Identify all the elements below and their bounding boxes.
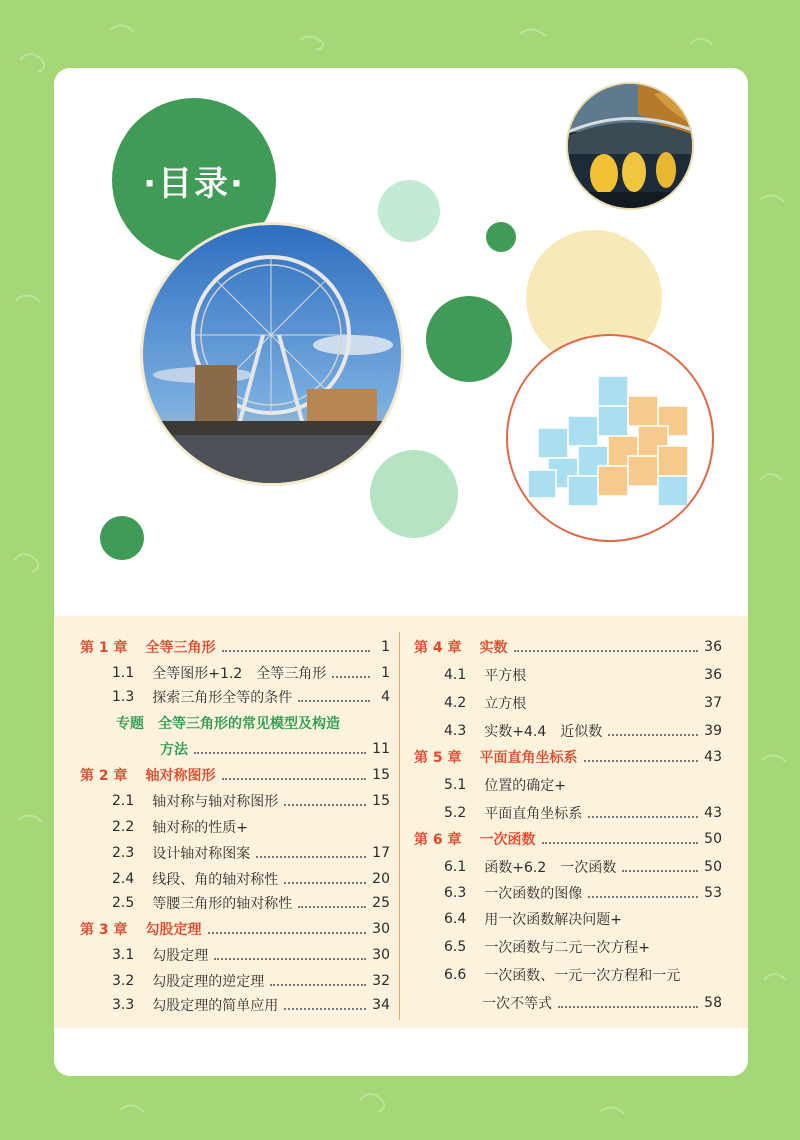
leader-dots	[284, 874, 366, 884]
section-number: 4.1	[444, 667, 467, 683]
section-number: 5.2	[444, 805, 467, 821]
section-number: 2.5	[112, 895, 135, 911]
section-title: 勾股定理的简单应用	[152, 998, 279, 1014]
decor-circle-dark-green-tiny	[486, 222, 516, 252]
section-title: 一次函数、一元一次方程和一元	[484, 968, 681, 984]
toc-section-6-1[interactable]	[444, 854, 722, 880]
section-title: 勾股定理的逆定理	[152, 974, 265, 990]
chapter-number: 第 5 章	[414, 750, 462, 766]
chapter-number: 第 1 章	[80, 640, 128, 656]
page-number: 36	[704, 639, 722, 655]
toc-section-4-2[interactable]	[444, 690, 722, 716]
toc-chapter-5[interactable]	[414, 744, 722, 770]
page-number: 17	[372, 845, 390, 861]
page-number: 43	[704, 749, 722, 765]
leader-dots	[194, 744, 366, 754]
page-number: 1	[381, 639, 390, 655]
decor-circle-mint-top	[378, 180, 440, 242]
page-title: ·目录·	[143, 163, 245, 204]
section-title: 一次函数的图像	[484, 886, 583, 902]
section-title: 线段、角的轴对称性	[152, 872, 279, 888]
section-title: 立方根	[484, 696, 527, 712]
leader-dots	[208, 924, 367, 934]
toc-section-6-5[interactable]	[444, 934, 722, 960]
leader-dots	[270, 976, 366, 986]
toc-chapter-2[interactable]	[80, 762, 390, 788]
toc-section-5-1[interactable]	[444, 772, 722, 798]
leader-dots	[588, 808, 698, 818]
leader-dots	[298, 692, 370, 702]
toc-topic-continued[interactable]	[160, 736, 390, 762]
toc-section-3-2[interactable]	[112, 968, 390, 994]
page-number: 15	[372, 793, 390, 809]
decor-circle-dark-green-small	[100, 516, 144, 560]
toc-section-1-1[interactable]	[112, 660, 390, 686]
chapter-title: 实数	[479, 640, 508, 656]
leader-dots	[514, 642, 699, 652]
toc-section-6-3[interactable]	[444, 880, 722, 906]
section-title: 轴对称的性质+	[152, 820, 248, 836]
section-number: 2.4	[112, 871, 135, 887]
section-title: 位置的确定+	[484, 778, 566, 794]
section-title: 函数+6.2 一次函数	[484, 860, 617, 876]
leader-dots	[588, 888, 698, 898]
page-number: 58	[704, 995, 722, 1011]
toc-section-5-2[interactable]	[444, 800, 722, 826]
column-divider	[399, 632, 400, 1020]
leader-dots	[284, 796, 366, 806]
leader-dots	[222, 642, 371, 652]
section-number: 2.2	[112, 819, 135, 835]
toc-section-1-3[interactable]	[112, 684, 390, 710]
chapter-number: 第 6 章	[414, 832, 462, 848]
toc-chapter-1[interactable]	[80, 634, 390, 660]
toc-section-4-3[interactable]	[444, 718, 722, 744]
chapter-title: 一次函数	[479, 832, 536, 848]
section-title: 一次函数与二元一次方程+	[484, 940, 650, 956]
leader-dots	[298, 898, 366, 908]
section-number: 6.3	[444, 885, 467, 901]
section-number: 4.2	[444, 695, 467, 711]
topic-title: 全等三角形的常见模型及构造	[158, 716, 340, 732]
toc-section-2-3[interactable]	[112, 840, 390, 866]
toc-section-2-5[interactable]	[112, 890, 390, 916]
section-number: 3.3	[112, 997, 135, 1013]
toc-section-3-3[interactable]	[112, 992, 390, 1018]
topic-title-continued: 方法	[160, 742, 188, 758]
leader-dots	[532, 698, 698, 708]
section-number: 3.2	[112, 973, 135, 989]
page-number: 32	[372, 973, 390, 989]
topic-label: 专题	[116, 716, 144, 732]
page-number: 43	[704, 805, 722, 821]
decor-circle-mint-bottom	[370, 450, 458, 538]
section-number: 6.5	[444, 939, 467, 955]
page-number: 34	[372, 997, 390, 1013]
chapter-title: 轴对称图形	[145, 768, 216, 784]
section-title: 实数+4.4 近似数	[484, 724, 603, 740]
section-title: 用一次函数解决问题+	[484, 912, 622, 928]
page-number: 30	[372, 921, 390, 937]
section-number: 6.1	[444, 859, 467, 875]
page-number: 20	[372, 871, 390, 887]
page-number: 1	[381, 665, 390, 681]
section-number: 4.3	[444, 723, 467, 739]
cube-stack-illustration	[506, 334, 714, 542]
section-number: 1.1	[112, 665, 135, 681]
page-number: 39	[704, 723, 722, 739]
chapter-title: 平面直角坐标系	[479, 750, 578, 766]
section-number: 5.1	[444, 777, 467, 793]
section-title: 勾股定理	[152, 948, 209, 964]
section-number: 2.1	[112, 793, 135, 809]
page-number: 30	[372, 947, 390, 963]
leader-dots	[608, 726, 698, 736]
leader-dots	[256, 848, 366, 858]
section-title: 设计轴对称图案	[152, 846, 251, 862]
leader-dots	[622, 862, 698, 872]
section-number: 3.1	[112, 947, 135, 963]
toc-section-3-1[interactable]	[112, 942, 390, 968]
section-title: 探索三角形全等的条件	[152, 690, 293, 706]
chapter-number: 第 4 章	[414, 640, 462, 656]
section-title: 等腰三角形的轴对称性	[152, 896, 293, 912]
page-number: 50	[704, 831, 722, 847]
section-number: 1.3	[112, 689, 135, 705]
page-number: 37	[704, 695, 722, 711]
page-number: 36	[704, 667, 722, 683]
leader-dots	[584, 752, 699, 762]
chapter-title: 全等三角形	[145, 640, 216, 656]
leader-dots	[558, 998, 698, 1008]
ferris-wheel-photo	[140, 222, 404, 486]
toc-chapter-3[interactable]	[80, 916, 390, 942]
leader-dots	[222, 770, 367, 780]
chapter-title: 勾股定理	[145, 922, 202, 938]
toc-section-2-2[interactable]	[112, 814, 390, 840]
chapter-number: 第 2 章	[80, 768, 128, 784]
leader-dots	[214, 950, 366, 960]
page-number: 11	[372, 741, 390, 757]
leader-dots	[332, 668, 370, 678]
page-number: 25	[372, 895, 390, 911]
toc-section-6-6-continued[interactable]	[482, 990, 722, 1016]
toc-section-6-4[interactable]	[444, 906, 722, 932]
leader-dots	[532, 670, 698, 680]
section-number: 6.4	[444, 911, 467, 927]
section-title-continued: 一次不等式	[482, 996, 552, 1012]
section-number: 6.6	[444, 967, 467, 983]
section-title: 全等图形+1.2 全等三角形	[152, 666, 327, 682]
toc-topic[interactable]	[116, 710, 390, 736]
page-number: 53	[704, 885, 722, 901]
toc-section-4-1[interactable]	[444, 662, 722, 688]
bridge-photo	[566, 82, 694, 210]
toc-chapter-6[interactable]	[414, 826, 722, 852]
chapter-number: 第 3 章	[80, 922, 128, 938]
toc-chapter-4[interactable]	[414, 634, 722, 660]
section-title: 平方根	[484, 668, 527, 684]
section-number: 2.3	[112, 845, 135, 861]
page-number: 4	[381, 689, 390, 705]
toc-section-2-1[interactable]	[112, 788, 390, 814]
toc-section-2-4[interactable]	[112, 866, 390, 892]
decor-circle-dark-green-medium	[426, 296, 512, 382]
page-number: 50	[704, 859, 722, 875]
leader-dots	[284, 1000, 366, 1010]
section-title: 轴对称与轴对称图形	[152, 794, 279, 810]
leader-dots	[542, 834, 699, 844]
page-number: 15	[372, 767, 390, 783]
section-title: 平面直角坐标系	[484, 806, 583, 822]
toc-section-6-6[interactable]	[444, 962, 722, 988]
